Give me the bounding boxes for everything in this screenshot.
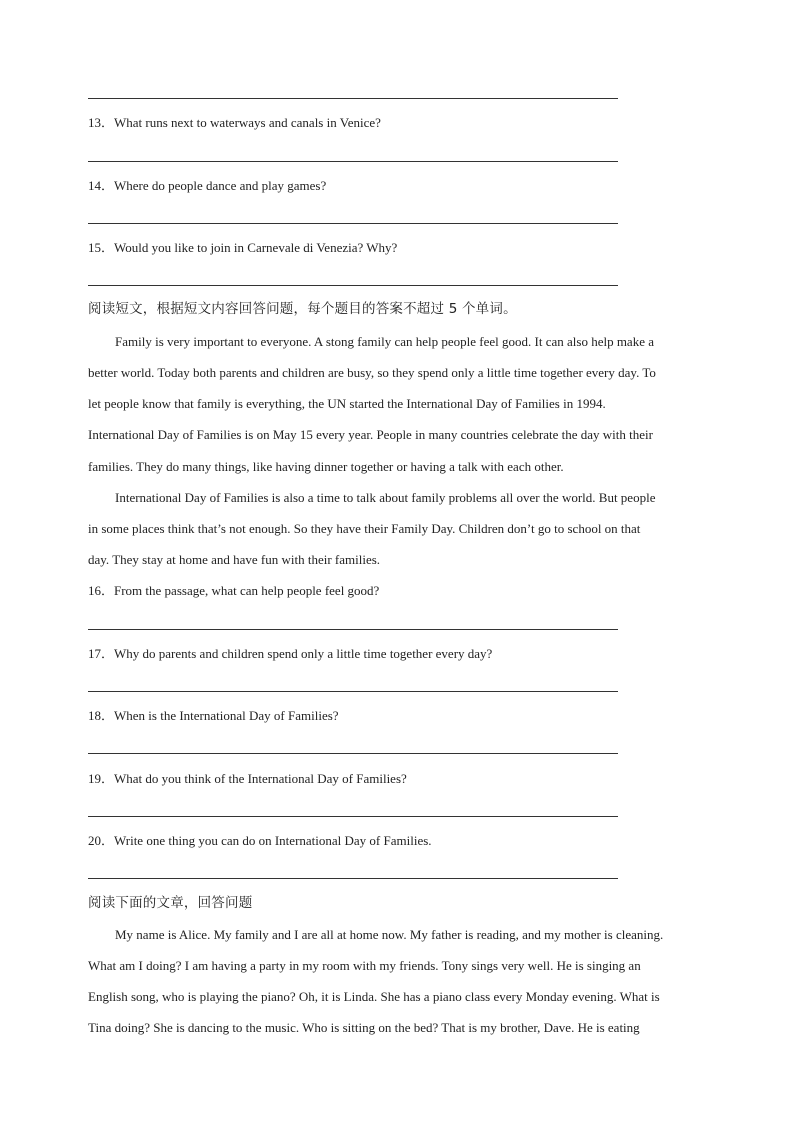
answer-line-13[interactable] xyxy=(88,161,618,162)
section2-instruction: 阅读短文，根据短文内容回答问题，每个题目的答案不超过 5 个单词。 xyxy=(88,301,517,317)
question-20: 20．Write one thing you can do on International Day of Families. xyxy=(88,833,432,848)
passage2-line: day. They stay at home and have fun with their families. xyxy=(88,552,381,567)
answer-line-14[interactable] xyxy=(88,223,618,224)
passage2-line: Family is very important to everyone. A stong family can help people feel good. It can also help make a xyxy=(115,334,654,349)
answer-line-15[interactable] xyxy=(88,285,618,286)
passage2-line: families. They do many things, like having dinner together or having a talk with each other. xyxy=(88,459,564,474)
question-17: 17．Why do parents and children spend only a little time together every day? xyxy=(88,646,493,661)
question-13: 13．What runs next to waterways and canals in Venice? xyxy=(88,115,381,130)
question-15: 15．Would you like to join in Carnevale di Venezia? Why? xyxy=(88,240,398,255)
question-14: 14．Where do people dance and play games? xyxy=(88,178,327,193)
passage2-line: let people know that family is everything, the UN started the International Day of Families in 1994. xyxy=(88,396,606,411)
passage3-line: English song, who is playing the piano? Oh, it is Linda. She has a piano class every Monday evening. What is xyxy=(88,989,660,1004)
answer-line-17[interactable] xyxy=(88,691,618,692)
passage3-line: What am I doing? I am having a party in my room with my friends. Tony sings very well. He is singing an xyxy=(88,958,641,973)
passage3-line: My name is Alice. My family and I are all at home now. My father is reading, and my mother is cleaning. xyxy=(115,927,664,942)
answer-line-19[interactable] xyxy=(88,816,618,817)
answer-line[interactable] xyxy=(88,98,618,99)
passage3-line: Tina doing? She is dancing to the music. Who is sitting on the bed? That is my brother, Dave. He is eating xyxy=(88,1020,640,1035)
passage2-line: International Day of Families is on May 15 every year. People in many countries celebrate the day with their xyxy=(88,427,653,442)
section3-instruction: 阅读下面的文章，回答问题 xyxy=(88,895,253,911)
question-16: 16．From the passage, what can help people feel good? xyxy=(88,583,380,598)
passage2-line: better world. Today both parents and children are busy, so they spend only a little time together every day. To xyxy=(88,365,656,380)
passage2-line: in some places think that’s not enough. So they have their Family Day. Children don’t go to school on that xyxy=(88,521,641,536)
answer-line-18[interactable] xyxy=(88,753,618,754)
passage2-line: International Day of Families is also a time to talk about family problems all over the world. But people xyxy=(115,490,656,505)
question-18: 18．When is the International Day of Families? xyxy=(88,708,339,723)
answer-line-16[interactable] xyxy=(88,629,618,630)
question-19: 19．What do you think of the International Day of Families? xyxy=(88,771,407,786)
answer-line-20[interactable] xyxy=(88,878,618,879)
